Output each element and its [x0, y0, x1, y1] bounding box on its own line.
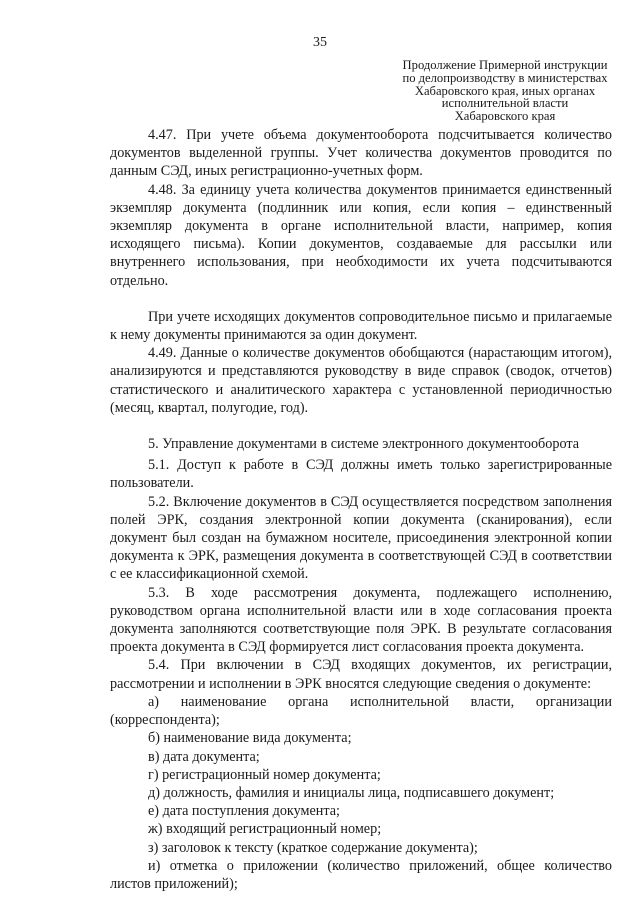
list-item-a: а) наименование органа исполнительной власти, организации (корреспондента); — [110, 693, 612, 729]
paragraph-5-2: 5.2. Включение документов в СЭД осуществляется посредством заполнения полей ЭРК, создания электронной копии документа (сканирования), если документ был создан на бумажном носителе, присоединения электронной копии документа к ЭРК, размещения документа в соответствующей СЭД в соответствии с ее классификационной схемой. — [110, 493, 612, 583]
header-note-line: исполнительной власти — [441, 96, 569, 111]
list-item-z: з) заголовок к тексту (краткое содержание документа); — [148, 839, 478, 856]
section-heading: 5. Управление документами в системе электронного документооборота — [148, 436, 580, 453]
page-number: 35 — [313, 35, 327, 50]
header-note — [385, 59, 625, 123]
list-item-i: и) отметка о приложении (количество приложений, общее количество листов приложений); — [110, 857, 612, 892]
document-body — [110, 126, 612, 893]
paragraph-5-3: 5.3. В ходе рассмотрения документа, подлежащего исполнению, руководством органа исполнительной власти или в ходе согласования проекта документа заполняются соответствующие поля ЭРК. В результате согласования проекта документа в СЭД формируется лист согласования проекта документа. — [110, 584, 612, 656]
paragraph-5-1: 5.1. Доступ к работе в СЭД должны иметь только зарегистрированные пользователи. — [110, 457, 612, 492]
paragraph-4-49: 4.49. Данные о количестве документов обобщаются (нарастающим итогом), анализируются и представляются руководству в виде справок (сводок, отчетов) статистического и аналитического характера с установленной периодичностью (месяц, квартал, полугодие, год). — [110, 345, 612, 416]
list-item-zh: ж) входящий регистрационный номер; — [148, 821, 382, 838]
header-note-line: Хабаровского края — [454, 109, 556, 124]
header-note-line: по делопроизводству в министерствах — [402, 70, 608, 85]
paragraph-4-47: 4.47. При учете объема документооборота подсчитывается количество документов выделенной группы. Учет количества документов проводится по данным СЭД, иных регистрационно-учетных форм. — [110, 127, 612, 180]
list-item-g: г) регистрационный номер документа; — [148, 766, 381, 783]
list-item-v: в) дата документа; — [148, 748, 260, 765]
paragraph-outgoing-docs: При учете исходящих документов сопроводительное письмо и прилагаемые к нему документы принимаются за один документ. — [110, 308, 612, 344]
paragraph-4-48: 4.48. За единицу учета количества документов принимается единственный экземпляр документа (подлинник или копия, если копия – единственный экземпляр документа в органе исполнительной власти, например, копия исходящего письма). Копии документов, создаваемые для рассылки или внутреннего использования, при необходимости их учета подсчитываются отдельно. — [110, 181, 612, 289]
list-item-d: д) должность, фамилия и инициалы лица, подписавшего документ; — [148, 784, 555, 801]
header-note-line: Продолжение Примерной инструкции — [402, 58, 608, 72]
list-item-b: б) наименование вида документа; — [148, 730, 352, 747]
list-item-e: е) дата поступления документа; — [148, 803, 340, 820]
paragraph-5-4: 5.4. При включении в СЭД входящих документов, их регистрации, рассмотрении и исполнении в ЭРК вносятся следующие сведения о документе: — [110, 657, 612, 692]
header-note-line: Хабаровского края, иных органах — [414, 83, 596, 98]
